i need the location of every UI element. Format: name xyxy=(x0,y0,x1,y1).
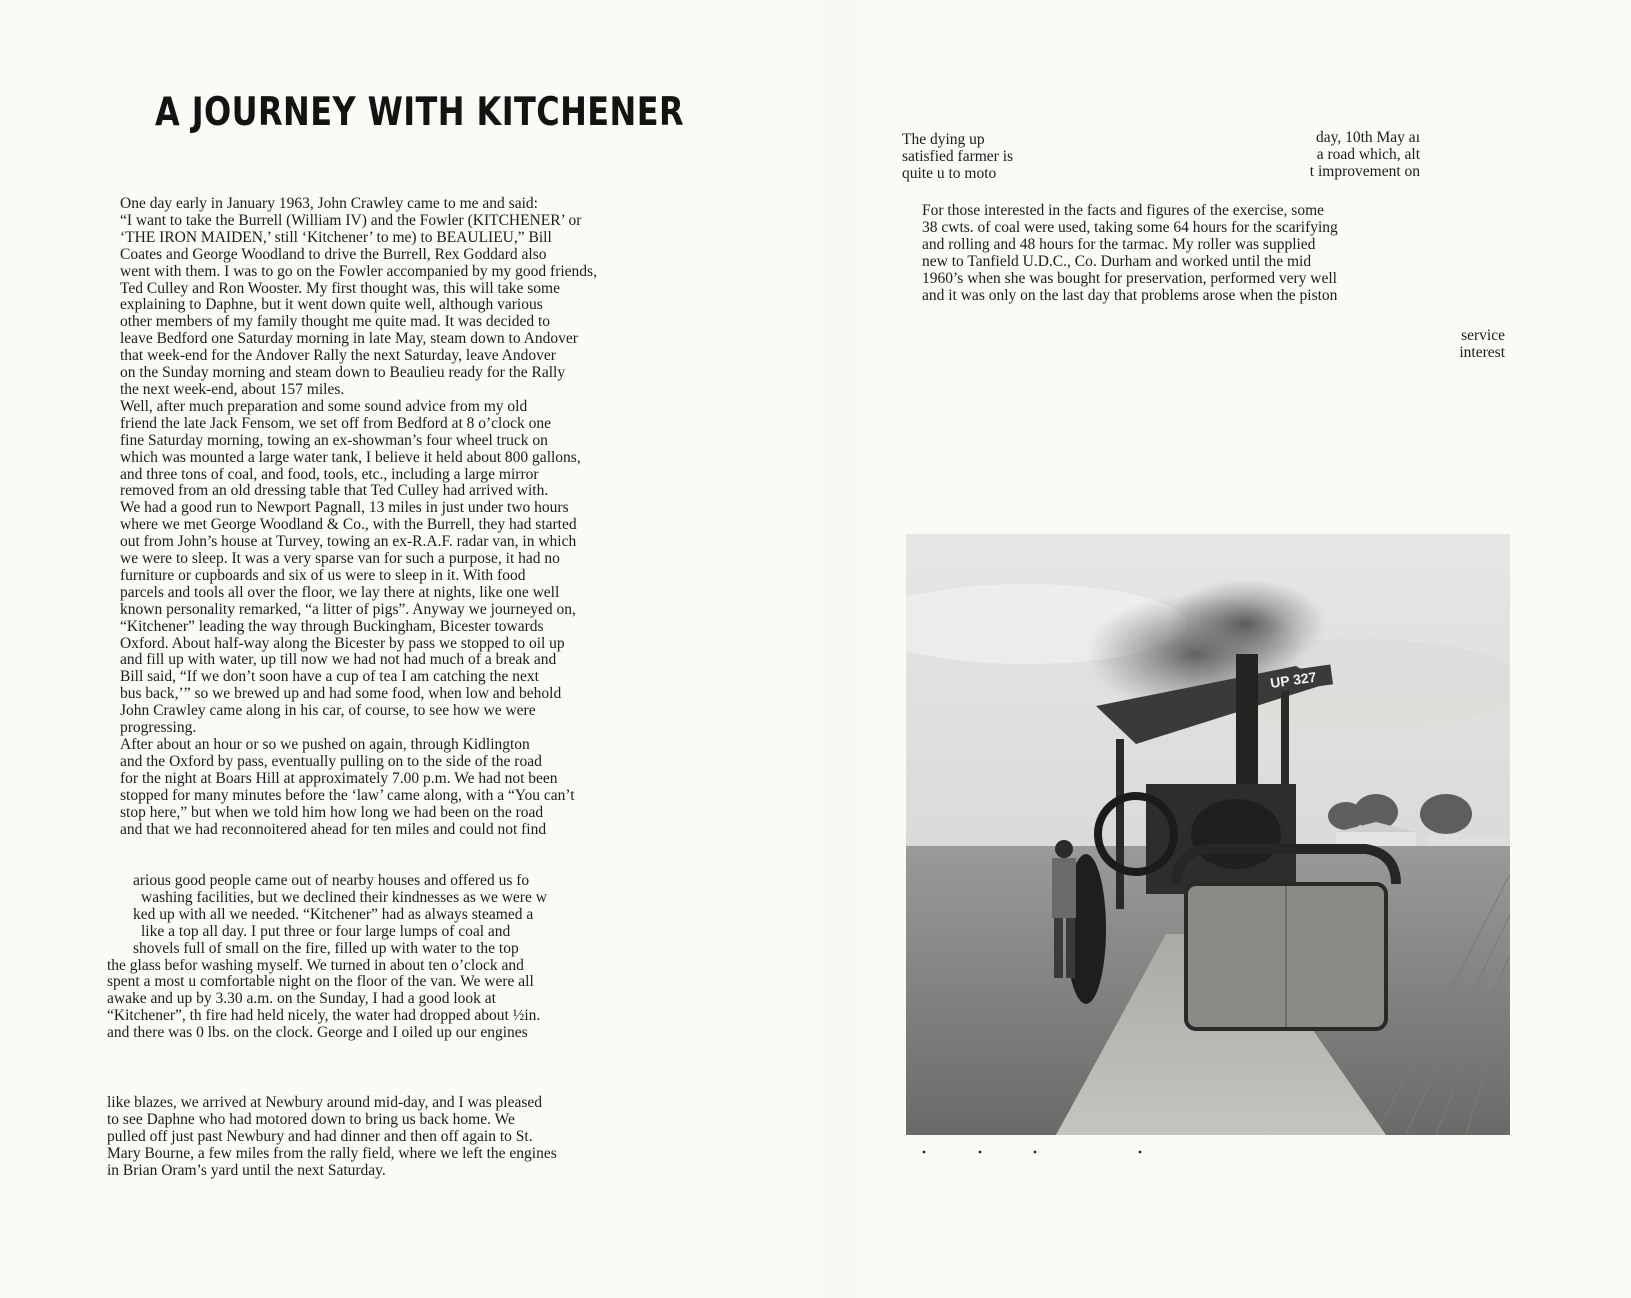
text-line: leave Bedford one Saturday morning in late May, steam down to Andover xyxy=(120,330,578,348)
right-fragment-end-text xyxy=(1415,327,1505,361)
text-line: furniture or cupboards and six of us were to sleep in it. With food xyxy=(120,566,526,584)
right-fragment-right-text xyxy=(1260,129,1420,180)
text-line: removed from an old dressing table that Ted Culley had arrived with. xyxy=(120,482,549,500)
text-line: parcels and tools all over the floor, we lay there at nights, like one well xyxy=(120,583,560,601)
text-line: Coates and George Woodland to drive the Burrell, Rex Goddard also xyxy=(120,245,547,263)
text-line: After about an hour or so we pushed on again, through Kidlington xyxy=(120,736,530,753)
paragraph-3 xyxy=(104,737,708,838)
text-line: explaining to Daphne, but it went down quite well, although various xyxy=(120,296,543,314)
text-line: out from John’s house at Turvey, towing an ex-R.A.F. radar van, in which xyxy=(120,533,577,551)
text-line: new to Tanfield U.D.C., Co. Durham and worked until the mid xyxy=(922,252,1312,270)
paragraph-2 xyxy=(104,399,708,737)
text-line: “Kitchener” leading the way through Buckingham, Bicester towards xyxy=(120,617,544,635)
text-line: t improvement on xyxy=(1309,163,1420,180)
text-line: day, 10th May aı xyxy=(1315,129,1420,146)
text-line: went with them. I was to go on the Fowler accompanied by my good friends, xyxy=(120,262,597,280)
text-line: like a top all day. I put three or four large lumps of coal and xyxy=(141,922,511,940)
number-plate: UP 327 xyxy=(1269,668,1318,691)
text-line: and rolling and 48 hours for the tarmac. My roller was supplied xyxy=(922,235,1316,253)
text-line: interest xyxy=(1459,344,1505,361)
text-line: Oxford. About half-way along the Bicester by pass we stopped to oil up xyxy=(120,634,565,652)
text-line: bus back,’” so we brewed up and had some food, when low and behold xyxy=(120,685,562,703)
fragment-paragraph xyxy=(107,873,691,1042)
text-line: the glass befor washing myself. We turned in about ten o’clock and xyxy=(107,956,524,974)
text-line: John Crawley came along in his car, of course, to see how we were xyxy=(120,702,536,720)
text-line: awake and up by 3.30 a.m. on the Sunday, I had a good look at xyxy=(107,990,496,1008)
text-line: “I want to take the Burrell (William IV) and the Fowler (KITCHENER’ or xyxy=(120,211,582,229)
text-line: washing facilities, but we declined their kindnesses as we were w xyxy=(141,888,547,906)
text-line: Ted Culley and Ron Wooster. My first thought was, this will take some xyxy=(120,279,560,297)
text-line: service xyxy=(1461,327,1505,344)
text-line: Bill said, “If we don’t soon have a cup of tea I am catching the next xyxy=(120,668,539,686)
article-title: A JOURNEY WITH KITCHENER xyxy=(155,90,685,135)
text-line: a road which, alt xyxy=(1316,146,1420,163)
paragraph-1 xyxy=(104,196,708,399)
article-main-column xyxy=(104,196,708,838)
text-line: and fill up with water, up till now we had not had much of a break and xyxy=(120,651,557,669)
article-tail xyxy=(107,1095,708,1180)
photo-caption-dots xyxy=(920,1148,1220,1156)
text-line: For those interested in the facts and figures of the exercise, some xyxy=(922,202,1325,219)
page-gutter xyxy=(810,0,870,1298)
text-line: quite u to moto xyxy=(902,165,997,182)
text-line: stopped for many minutes before the ‘law’ came along, with a “You can’t xyxy=(120,786,575,804)
text-line: other members of my family thought me quite mad. It was decided to xyxy=(120,313,551,331)
text-line: like blazes, we arrived at Newbury around mid-day, and I was pleased xyxy=(107,1094,542,1111)
text-line: 38 cwts. of coal were used, taking some 64 hours for the scarifying xyxy=(922,218,1338,236)
right-fragment-right xyxy=(1260,129,1420,180)
right-fragment-left xyxy=(902,131,1052,182)
text-line: we were to sleep. It was a very sparse van for such a purpose, it had no xyxy=(120,550,560,568)
steam-roller-photo xyxy=(906,534,1510,1135)
text-line: spent a most u comfortable night on the floor of the van. We were all xyxy=(107,973,534,991)
text-line: which was mounted a large water tank, I believe it held about 800 gallons, xyxy=(120,448,581,466)
text-line: ked up with all we needed. “Kitchener” had as always steamed a xyxy=(133,905,534,923)
text-line: to see Daphne who had motored down to bring us back home. We xyxy=(107,1110,515,1128)
text-line: Mary Bourne, a few miles from the rally field, where we left the engines xyxy=(107,1144,557,1162)
right-column xyxy=(906,203,1506,304)
text-line: fine Saturday morning, towing an ex-showman’s four wheel truck on xyxy=(120,431,548,449)
text-line: stop here,” but when we told him how long we had been on the road xyxy=(120,803,544,821)
text-line: known personality remarked, “a litter of pigs”. Anyway we journeyed on, xyxy=(120,600,576,618)
text-line: the next week-end, about 157 miles. xyxy=(120,380,345,398)
text-line: We had a good run to Newport Pagnall, 13 miles in just under two hours xyxy=(120,499,569,517)
text-line: Well, after much preparation and some sound advice from my old xyxy=(120,397,528,415)
text-line: and it was only on the last day that problems arose when the piston xyxy=(922,286,1338,304)
text-line: One day early in January 1963, John Crawley came to me and said: xyxy=(120,195,538,212)
right-paragraph xyxy=(906,203,1506,304)
right-fragment-left-text xyxy=(902,131,1052,182)
text-line: that week-end for the Andover Rally the next Saturday, leave Andover xyxy=(120,347,556,365)
text-line: “Kitchener”, th fire had held nicely, the water had dropped about ½in. xyxy=(107,1007,541,1025)
text-line: The dying up xyxy=(902,131,985,148)
text-line: 1960’s when she was bought for preservation, performed very well xyxy=(922,269,1337,287)
text-line: ‘THE IRON MAIDEN,’ still ‘Kitchener’ to me) to BEAULIEU,” Bill xyxy=(120,228,552,246)
text-line: for the night at Boars Hill at approximately 7.00 p.m. We had not been xyxy=(120,769,558,787)
text-line: friend the late Jack Fensom, we set off from Bedford at 8 o’clock one xyxy=(120,414,551,432)
text-line: and the Oxford by pass, eventually pulling on to the side of the road xyxy=(120,752,542,770)
text-line: progressing. xyxy=(120,719,197,737)
tail-paragraph xyxy=(107,1095,708,1180)
article-fragment xyxy=(107,873,691,1042)
text-line: shovels full of small on the fire, filled up with water to the top xyxy=(133,939,519,957)
text-line: on the Sunday morning and steam down to Beaulieu ready for the Rally xyxy=(120,364,566,382)
text-line: and that we had reconnoitered ahead for ten miles and could not find xyxy=(120,820,547,838)
text-line: and there was 0 lbs. on the clock. George and I oiled up our engines xyxy=(107,1024,528,1042)
right-fragment-end xyxy=(1415,327,1505,361)
text-line: and three tons of coal, and food, tools, etc., including a large mirror xyxy=(120,465,539,483)
text-line: in Brian Oram’s yard until the next Saturday. xyxy=(107,1161,386,1179)
text-line: arious good people came out of nearby houses and offered us fo xyxy=(133,872,530,889)
text-line: where we met George Woodland & Co., with the Burrell, they had started xyxy=(120,516,577,534)
text-line: pulled off just past Newbury and had dinner and then off again to St. xyxy=(107,1127,533,1145)
text-line: satisfied farmer is xyxy=(902,148,1014,165)
